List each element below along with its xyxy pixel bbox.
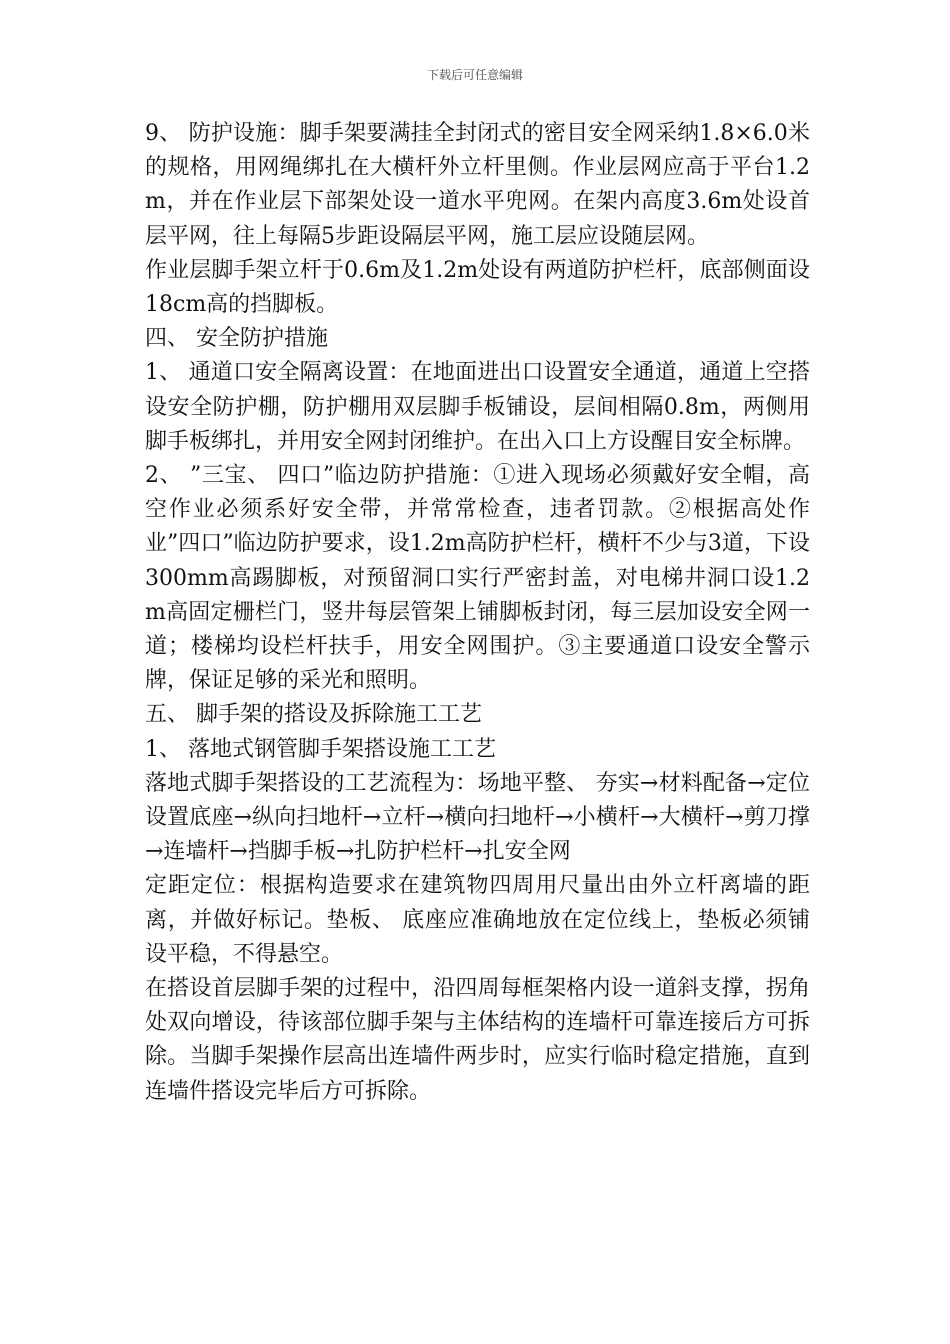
paragraph-first-layer: 在搭设首层脚手架的过程中，沿四周每框架格内设一道斜支撑，拐角处双向增设，待该部位脚手架与主体结构的连墙杆可靠连接后方可拆除。当脚手架操作层高出连墙件两步时，应实行临时稳定措施，直到连墙件搭设完毕后方可拆除。 [145,976,810,1104]
paragraph-protection-facilities: 9、 防护设施：脚手架要满挂全封闭式的密目安全网采纳1.8×6.0米的规格，用网绳绑扎在大横杆外立杆里侧。作业层网应高于平台1.2m，并在作业层下部架处设一道水平兜网。在架内高度3.6m处设首层平网，往上每隔5步距设隔层平网，施工层应设随层网。 [145,121,810,249]
paragraph-edge-protection: 2、 ”三宝、 四口”临边防护措施：①进入现场必须戴好安全帽，高空作业必须系好安全带，并常常检查，违者罚款。②根据高处作业”四口”临边防护要求，设1.2m高防护栏杆，横杆不少与3道，下设300mm高踢脚板，对预留洞口实行严密封盖，对电梯井洞口设1.2m高固定栅栏门，竖井每层管架上铺脚板封闭，每三层加设安全网一道；楼梯均设栏杆扶手，用安全网围护。③主要通道口设安全警示牌，保证足够的采光和照明。 [145,463,810,694]
paragraph-positioning: 定距定位：根据构造要求在建筑物四周用尺量出由外立杆离墙的距离，并做好标记。垫板、 底座应准确地放在定位线上，垫板必须铺设平稳，不得悬空。 [145,873,810,967]
document-body [145,117,810,1109]
subheading-floor-scaffold: 1、 落地式钢管脚手架搭设施工工艺 [145,736,496,762]
header-note: 下载后可任意编辑 [426,68,523,82]
paragraph-process-flow: 落地式脚手架搭设的工艺流程为：场地平整、 夯实→材料配备→定位设置底座→纵向扫地杆→立杆→横向扫地杆→小横杆→大横杆→剪刀撑→连墙杆→挡脚手板→扎防护栏杆→扎安全网 [145,770,810,865]
paragraph-passage-isolation: 1、 通道口安全隔离设置：在地面进出口设置安全通道，通道上空搭设安全防护棚，防护棚用双层脚手板铺设，层间相隔0.8m，两侧用脚手板绑扎，并用安全网封闭维护。在出入口上方设醒目安全标牌。 [145,360,810,454]
section-heading-erection-process: 五、 脚手架的搭设及拆除施工工艺 [145,702,482,728]
section-heading-safety-measures: 四、 安全防护措施 [145,326,328,352]
paragraph-guardrail: 作业层脚手架立杆于0.6m及1.2m处设有两道防护栏杆，底部侧面设18cm高的挡脚板。 [145,257,810,318]
